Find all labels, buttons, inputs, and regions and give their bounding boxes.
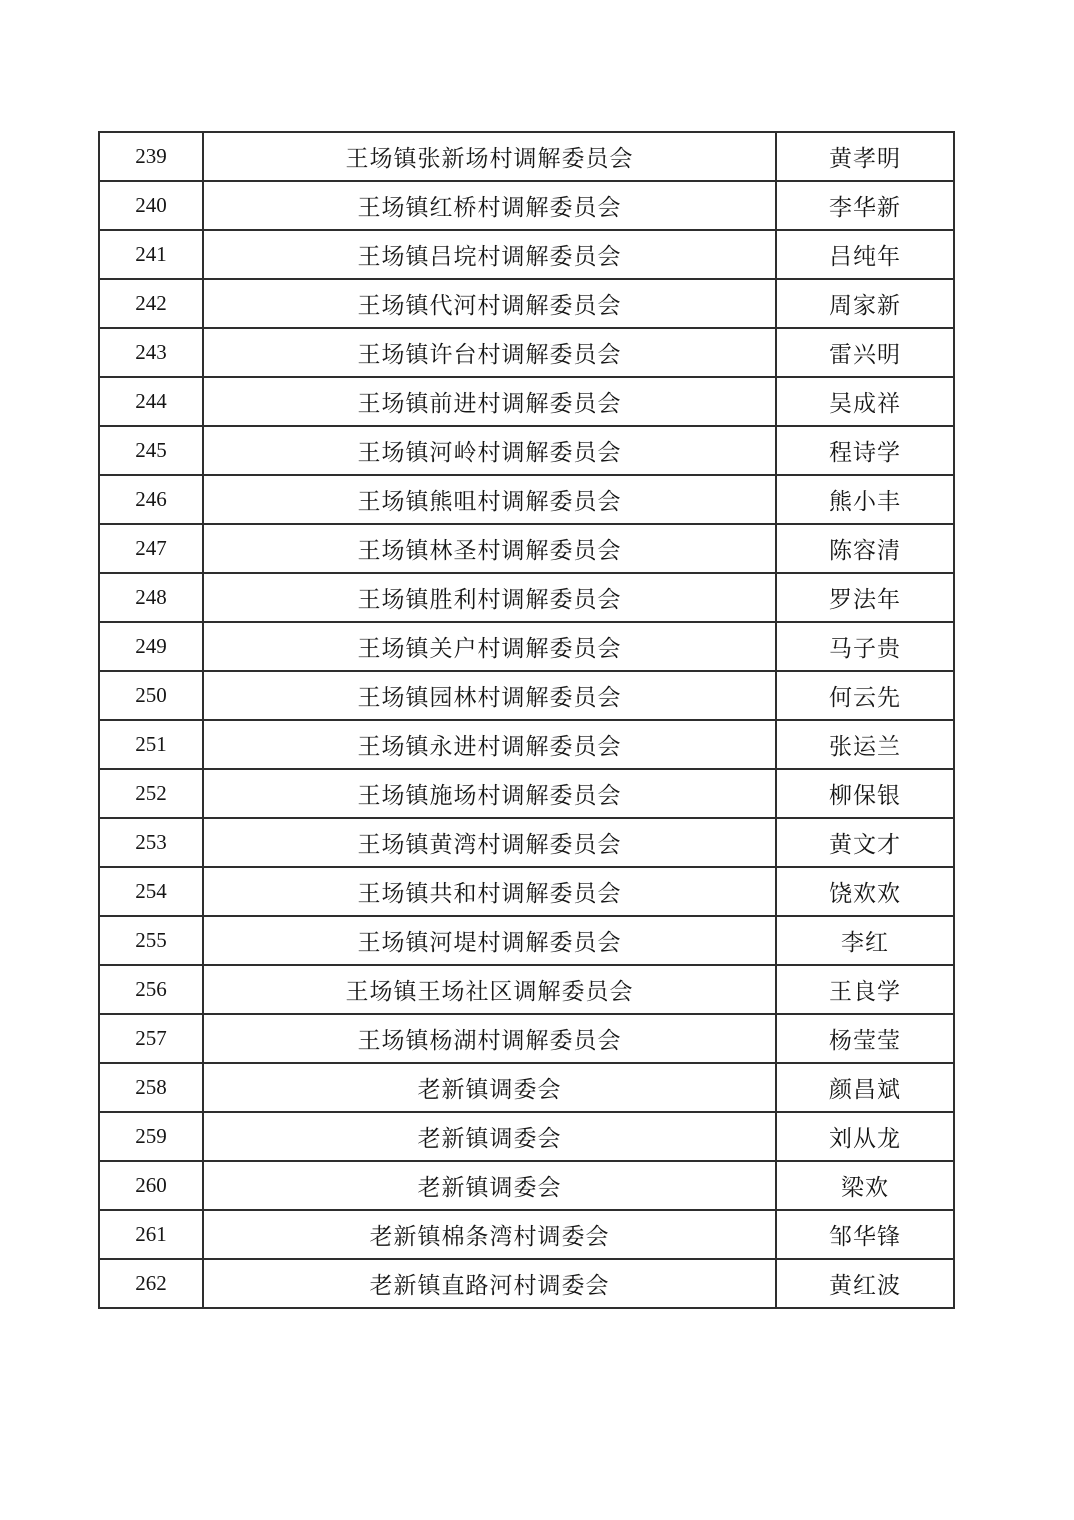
- row-number-cell: 243: [99, 328, 203, 377]
- committee-name-cell: 王场镇前进村调解委员会: [203, 377, 776, 426]
- committee-name-cell: 王场镇代河村调解委员会: [203, 279, 776, 328]
- row-number-cell: 254: [99, 867, 203, 916]
- person-name-cell: 张运兰: [776, 720, 954, 769]
- table-row: [99, 867, 954, 916]
- person-name-cell: 程诗学: [776, 426, 954, 475]
- committee-name-cell: 老新镇调委会: [203, 1161, 776, 1210]
- row-number-cell: 252: [99, 769, 203, 818]
- table-row: [99, 671, 954, 720]
- person-name-cell: 王良学: [776, 965, 954, 1014]
- row-number-cell: 247: [99, 524, 203, 573]
- table-row: [99, 916, 954, 965]
- committee-name-cell: 王场镇关户村调解委员会: [203, 622, 776, 671]
- committee-name-cell: 王场镇永进村调解委员会: [203, 720, 776, 769]
- committee-name-cell: 王场镇红桥村调解委员会: [203, 181, 776, 230]
- committee-name-cell: 王场镇施场村调解委员会: [203, 769, 776, 818]
- row-number-cell: 256: [99, 965, 203, 1014]
- row-number-cell: 244: [99, 377, 203, 426]
- person-name-cell: 梁欢: [776, 1161, 954, 1210]
- table-row: [99, 377, 954, 426]
- person-name-cell: 黄文才: [776, 818, 954, 867]
- table-row: [99, 573, 954, 622]
- row-number-cell: 240: [99, 181, 203, 230]
- committee-name-cell: 王场镇吕垸村调解委员会: [203, 230, 776, 279]
- table-row: [99, 622, 954, 671]
- person-name-cell: 雷兴明: [776, 328, 954, 377]
- table-row: [99, 132, 954, 181]
- committee-name-cell: 王场镇林圣村调解委员会: [203, 524, 776, 573]
- row-number-cell: 246: [99, 475, 203, 524]
- person-name-cell: 黄红波: [776, 1259, 954, 1308]
- table-row: [99, 720, 954, 769]
- person-name-cell: 李华新: [776, 181, 954, 230]
- row-number-cell: 258: [99, 1063, 203, 1112]
- row-number-cell: 242: [99, 279, 203, 328]
- table-row: [99, 328, 954, 377]
- person-name-cell: 颜昌斌: [776, 1063, 954, 1112]
- table-row: [99, 279, 954, 328]
- person-name-cell: 陈容清: [776, 524, 954, 573]
- row-number-cell: 239: [99, 132, 203, 181]
- table-row: [99, 1161, 954, 1210]
- table-row: [99, 475, 954, 524]
- table-row: [99, 965, 954, 1014]
- row-number-cell: 260: [99, 1161, 203, 1210]
- table-row: [99, 230, 954, 279]
- row-number-cell: 257: [99, 1014, 203, 1063]
- committee-name-cell: 王场镇黄湾村调解委员会: [203, 818, 776, 867]
- row-number-cell: 259: [99, 1112, 203, 1161]
- person-name-cell: 邹华锋: [776, 1210, 954, 1259]
- table-row: [99, 426, 954, 475]
- committee-name-cell: 老新镇调委会: [203, 1063, 776, 1112]
- committee-name-cell: 王场镇共和村调解委员会: [203, 867, 776, 916]
- person-name-cell: 马子贵: [776, 622, 954, 671]
- table-body: [99, 132, 954, 1308]
- committee-name-cell: 老新镇调委会: [203, 1112, 776, 1161]
- row-number-cell: 248: [99, 573, 203, 622]
- row-number-cell: 251: [99, 720, 203, 769]
- row-number-cell: 245: [99, 426, 203, 475]
- table-row: [99, 1259, 954, 1308]
- row-number-cell: 250: [99, 671, 203, 720]
- table-row: [99, 1063, 954, 1112]
- person-name-cell: 饶欢欢: [776, 867, 954, 916]
- committee-name-cell: 王场镇杨湖村调解委员会: [203, 1014, 776, 1063]
- committee-name-cell: 王场镇许台村调解委员会: [203, 328, 776, 377]
- person-name-cell: 熊小丰: [776, 475, 954, 524]
- row-number-cell: 249: [99, 622, 203, 671]
- committee-name-cell: 王场镇胜利村调解委员会: [203, 573, 776, 622]
- committee-name-cell: 王场镇王场社区调解委员会: [203, 965, 776, 1014]
- table-row: [99, 181, 954, 230]
- person-name-cell: 刘从龙: [776, 1112, 954, 1161]
- mediation-committee-table: [98, 131, 955, 1309]
- committee-name-cell: 老新镇直路河村调委会: [203, 1259, 776, 1308]
- committee-name-cell: 王场镇河堤村调解委员会: [203, 916, 776, 965]
- person-name-cell: 李红: [776, 916, 954, 965]
- committee-name-cell: 王场镇张新场村调解委员会: [203, 132, 776, 181]
- row-number-cell: 261: [99, 1210, 203, 1259]
- committee-name-cell: 老新镇棉条湾村调委会: [203, 1210, 776, 1259]
- person-name-cell: 何云先: [776, 671, 954, 720]
- row-number-cell: 262: [99, 1259, 203, 1308]
- committee-name-cell: 王场镇河岭村调解委员会: [203, 426, 776, 475]
- table-row: [99, 1014, 954, 1063]
- person-name-cell: 黄孝明: [776, 132, 954, 181]
- committee-name-cell: 王场镇园林村调解委员会: [203, 671, 776, 720]
- table-row: [99, 524, 954, 573]
- table-row: [99, 818, 954, 867]
- row-number-cell: 241: [99, 230, 203, 279]
- person-name-cell: 周家新: [776, 279, 954, 328]
- table-row: [99, 769, 954, 818]
- table-row: [99, 1112, 954, 1161]
- row-number-cell: 255: [99, 916, 203, 965]
- person-name-cell: 吴成祥: [776, 377, 954, 426]
- person-name-cell: 柳保银: [776, 769, 954, 818]
- person-name-cell: 罗法年: [776, 573, 954, 622]
- row-number-cell: 253: [99, 818, 203, 867]
- person-name-cell: 杨莹莹: [776, 1014, 954, 1063]
- table-row: [99, 1210, 954, 1259]
- committee-name-cell: 王场镇熊咀村调解委员会: [203, 475, 776, 524]
- person-name-cell: 吕纯年: [776, 230, 954, 279]
